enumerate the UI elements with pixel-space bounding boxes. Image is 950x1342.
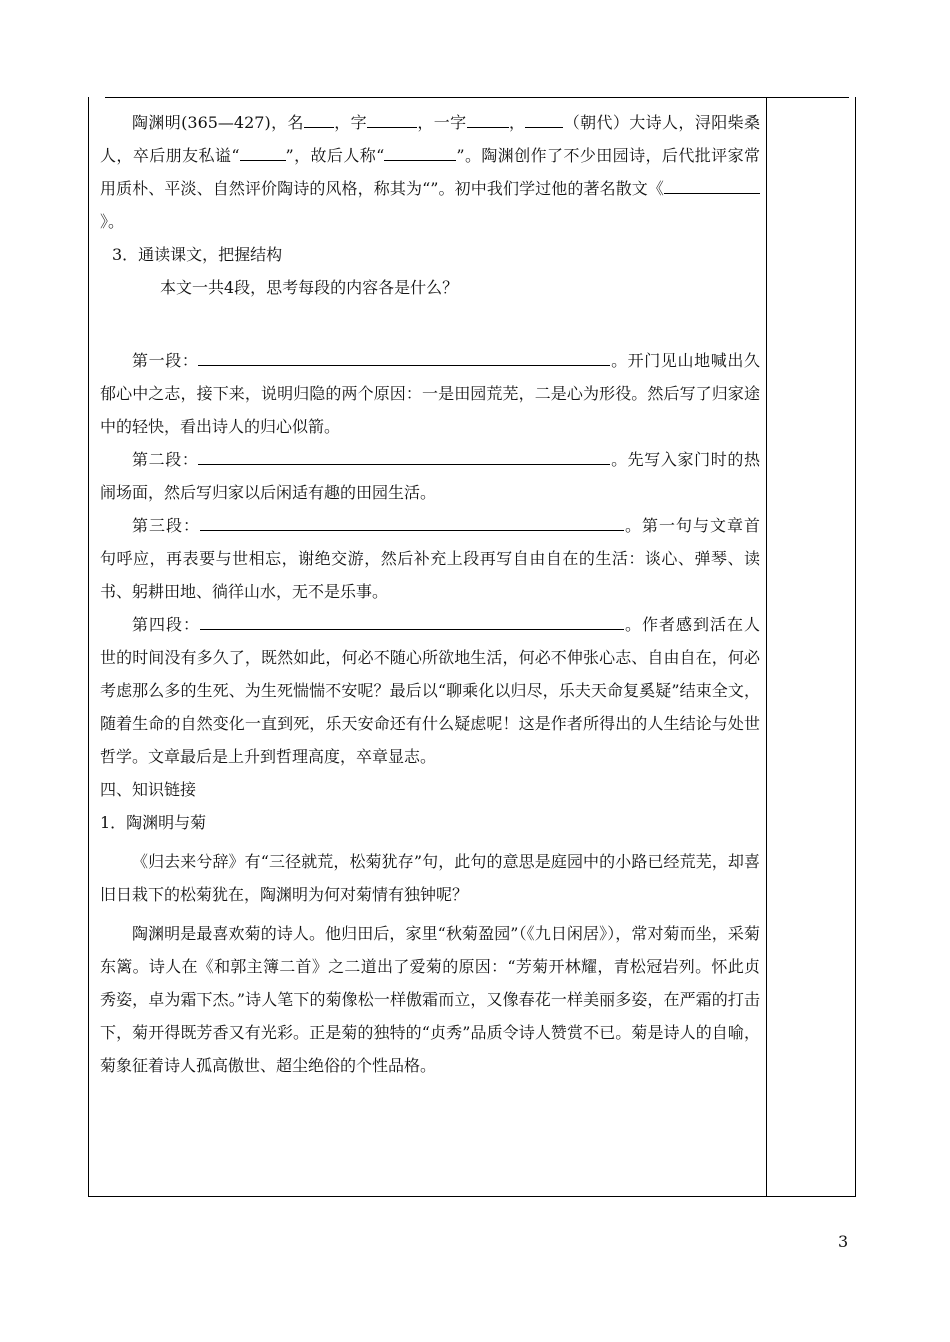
intro-text: ”，故后人称“ xyxy=(285,146,385,165)
paragraph-text: 。开门见山地喊出久郁心中之志，接下来，说明归隐的两个原因：一是田园荒芜，二是心为形役。然后写了归家途中的轻快，看出诗人的归心似箭。 xyxy=(100,351,760,436)
blank-essay xyxy=(664,175,760,194)
blank-yizi xyxy=(467,109,509,128)
intro-text: ， xyxy=(508,113,526,132)
intro-text: ”。陶渊创作了不少田园诗，后代批评家常用质朴、平淡、自然评价陶诗的风格，称其为“ xyxy=(100,146,760,198)
paragraph-summary-2 xyxy=(100,443,760,509)
intro-paragraph xyxy=(100,106,760,238)
chrysanthemum-question: 《归去来兮辞》有“三径就荒，松菊犹存”句，此句的意思是庭园中的小路已经荒芜，却喜旧日栽下的松菊犹在，陶渊明为何对菊情有独钟呢？ xyxy=(100,852,760,904)
blank-title xyxy=(384,142,456,161)
intro-text: ”。初中我们学过他的著名散文《 xyxy=(430,179,664,198)
answer-blank xyxy=(200,512,624,531)
section4-subheading: 1．陶渊明与菊 xyxy=(100,813,207,832)
answer-blank xyxy=(200,611,624,630)
column-divider xyxy=(766,97,767,1197)
paragraph-label: 第三段： xyxy=(132,516,200,535)
paragraph-summary-3 xyxy=(100,509,760,608)
chrysanthemum-answer: 陶渊明是最喜欢菊的诗人。他归田后，家里“秋菊盈园”（《九日闲居》），常对菊而坐，采菊东篱。诗人在《和郭主簿二首》之二道出了爱菊的原因：“芳菊开林耀，青松冠岩列。怀此贞秀姿，卓为霜下杰。”诗人笔下的菊像松一样傲霜而立，又像春花一样美丽多姿，在严霜的打击下，菊开得既芳香又有光彩。正是菊的独特的“贞秀”品质令诗人赞赏不已。菊是诗人的自喻，菊象征着诗人孤高傲世、超尘绝俗的个性品格。 xyxy=(100,924,760,1075)
answer-blank xyxy=(198,347,610,366)
spacer xyxy=(100,304,760,344)
intro-text: ，一字 xyxy=(417,113,467,132)
paragraph-summary-4 xyxy=(100,608,760,773)
blank-ming xyxy=(304,109,334,128)
intro-text: 陶渊明(365—427)，名 xyxy=(132,113,304,132)
answer-blank xyxy=(198,446,610,465)
paragraph-label: 第一段： xyxy=(132,351,199,370)
intro-text: （朝代）大诗人，浔阳柴桑人，卒后朋友私谥“ xyxy=(100,113,760,165)
blank-dynasty xyxy=(525,109,563,128)
section3-heading: 3．通读课文，把握结构 xyxy=(112,245,283,264)
blank-posthumous-name xyxy=(240,142,286,161)
paragraph-label: 第二段： xyxy=(132,450,199,469)
section3-prompt: 本文一共4段，思考每段的内容各是什么？ xyxy=(160,278,459,297)
main-content xyxy=(100,106,760,1082)
paragraph-label: 第四段： xyxy=(132,615,200,634)
section4-heading: 四、知识链接 xyxy=(100,780,197,799)
paragraph-text: 。作者感到活在人世的时间没有多久了，既然如此，何必不随心所欲地生活，何必不伸张心志、自由自在，何必考虑那么多的生死、为生死惴惴不安呢？最后以“聊乘化以归尽，乐夫天命复奚疑”结束全文，随着生命的自然变化一直到死，乐天安命还有什么疑虑呢！这是作者所得出的人生结论与处世哲学。文章最后是上升到哲理高度，卒章显志。 xyxy=(100,615,760,766)
paragraph-text: 。第一句与文章首句呼应，再表要与世相忘，谢绝交游，然后补充上段再写自由自在的生活：谈心、弹琴、读书、躬耕田地、徜徉山水，无不是乐事。 xyxy=(100,516,760,601)
paragraph-text: 。先写入家门时的热闹场面，然后写归家以后闲适有趣的田园生活。 xyxy=(100,450,760,502)
page-number: 3 xyxy=(838,1232,849,1251)
paragraph-summary-1 xyxy=(100,344,760,443)
intro-text: ，字 xyxy=(333,113,368,132)
intro-text: 》。 xyxy=(100,212,125,231)
blank-zi xyxy=(367,109,417,128)
